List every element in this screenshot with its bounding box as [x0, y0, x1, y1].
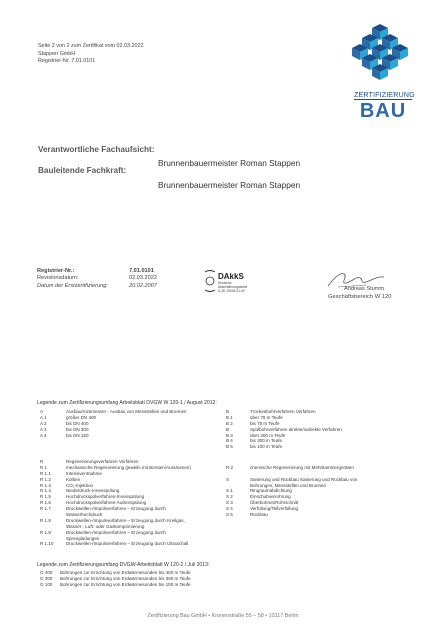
dakks-sub1: Deutsche — [218, 281, 232, 285]
registry-value: 7.01.0101 — [129, 268, 154, 274]
legend-desc: Wasser-, Luft- oder Gaskomprimierung — [66, 523, 145, 529]
first-cert-label: Datum der Erstzertifizierung: — [37, 282, 108, 289]
document-header — [38, 43, 143, 66]
signer-name: Andreas Stumm — [344, 286, 385, 292]
company-name: Stappen GmbH — [38, 50, 76, 57]
legend-code: R 1.6 — [40, 500, 51, 506]
legend-desc: Überbohren/Rohrschnitt — [250, 500, 299, 506]
legend-code: R 1.4 — [40, 488, 51, 494]
legend-desc: Einschubverrohrung — [250, 494, 291, 500]
cube-logo-icon — [352, 22, 414, 92]
legend-desc: Regenerierungsverfahren Verfahren — [66, 459, 139, 464]
legend-code: R 1.9 — [40, 529, 51, 535]
legend-desc: Sanierung und Rückbau Sanierung und Rückbau von — [250, 476, 358, 482]
legend-desc: Hochdruckspülverfahren-Innenspülung — [66, 494, 145, 500]
legend-code: S 1 — [226, 488, 233, 494]
legend-code: G 100 — [40, 581, 53, 587]
legend-code: S 2 — [226, 494, 233, 500]
site-staff-label: Bauleitende Fachkraft: — [38, 166, 127, 175]
legend-code: A — [40, 409, 44, 414]
legend-code: B 3 — [226, 432, 233, 438]
dakks-mark — [203, 268, 263, 302]
legend-row — [226, 444, 426, 450]
legend1-title: Legende zum Zertifizierungsumfang Arbeitsblatt DVGW W 120-1 / August 2012: — [37, 400, 217, 406]
legend-desc: CO₂-Injektion — [66, 482, 94, 488]
legend-desc: Niederdruck-Innenspülung — [66, 488, 120, 494]
legend2-left — [40, 459, 222, 547]
legend1-right — [226, 409, 426, 450]
legend-code: S 3 — [226, 500, 233, 506]
legend-code: R 1.7 — [40, 506, 51, 512]
legend-desc: Ringraumabdichtung — [250, 488, 292, 494]
footer-address: Zertifizierung Bau GmbH • Kronenstraße 55 – 58 • 10117 Berlin — [147, 613, 299, 619]
legend-code: G 400 — [40, 570, 53, 575]
legend-code: B 4 — [226, 438, 233, 444]
legend-desc: Sprengladungen — [66, 535, 100, 541]
dakks-sub3: D-ZE-19004-01-00 — [218, 289, 245, 293]
dakks-sub2: Akkreditierungsstelle — [218, 285, 248, 289]
legend-desc: Trockenbohrverfahren Verfahren — [250, 409, 316, 414]
legend-desc: Intensiventnahme — [66, 470, 102, 476]
legend-desc: Verfüllung/Teilverfüllung — [250, 506, 299, 512]
legend-code: R 1.10 — [40, 541, 54, 547]
legend-code: R 1 — [40, 464, 48, 470]
legend-code: S — [226, 476, 230, 482]
legend-desc: bis 300 m Teufe — [250, 438, 283, 444]
legend-row — [40, 433, 220, 439]
logo-bottom-text: BAU — [359, 100, 407, 122]
dakks-icon — [203, 270, 217, 292]
legend-desc: bis DN 300 — [66, 426, 89, 432]
legend-code: B 2 — [226, 420, 233, 426]
legend-code: R 1.1 — [40, 470, 51, 476]
legend-code: B 5 — [226, 444, 233, 450]
legend-row — [40, 541, 222, 547]
legend-desc: Kolben — [66, 476, 81, 482]
legend-desc: Hochdruckspülverfahren-Außenspülung — [66, 500, 147, 506]
legend-desc: größer DN 400 — [66, 414, 97, 420]
legend-code: R 2 — [226, 464, 234, 470]
legend-code: R — [40, 459, 44, 464]
legend-code: A 1 — [40, 414, 47, 420]
supervision-name: Brunnenbauermeister Roman Stappen — [158, 158, 301, 168]
legend-code: S 5 — [226, 512, 233, 518]
zertifizierung-bau-logo — [352, 22, 414, 130]
logo-top-text: ZERTIFIZIERUNG — [354, 90, 415, 99]
registry-number-header: Registrier-Nr. 7.01.0101 — [38, 58, 96, 64]
legend-code: A 3 — [40, 426, 47, 432]
page-reference: Seite 2 von 2 zum Zertifikat vom 02.03.2022 — [38, 43, 144, 49]
legend-desc: Ausbau/rückmesser - Ausbau von Messstellen und Brunnen — [66, 409, 187, 414]
legend1-left — [40, 409, 220, 438]
revision-label: Revisionsdatum: — [37, 275, 79, 282]
legend-desc: bis DN 150 — [66, 432, 89, 438]
legend-code: R 1.8 — [40, 517, 51, 523]
legend-desc: Rückbau — [250, 512, 268, 518]
legend-code: B — [226, 409, 230, 414]
legend-desc: Bohrungen, Messstellen und Brunnen — [250, 482, 327, 488]
legend3-rows — [40, 570, 300, 588]
legend-desc: chemische Regenerierung mit Mehrkammergeräten — [250, 464, 354, 470]
legend-row — [40, 582, 300, 588]
legend-code: S 4 — [226, 506, 233, 512]
legend3-title: Legende zum Zertifizierungsumfang DVGW-Arbeitsblatt W 120-2 / Juli 2013: — [37, 562, 210, 568]
legend-desc: Druckwellen-/Impulsverfahren – Erzeugung durch Kreilgas, — [66, 517, 185, 523]
legend-desc: Spülbohrverfahren direkte/indirekte Verfahren — [250, 426, 342, 432]
legend-desc: über 300 m Teufe — [250, 432, 286, 438]
legend-code: G 300 — [40, 575, 53, 581]
legend-code: B 1 — [226, 414, 233, 420]
legend-desc: Druckwellen-/Impulsverfahren – Erzeugung durch — [66, 506, 166, 512]
registry-table — [37, 268, 157, 290]
legend-code: A 2 — [40, 420, 47, 426]
legend-desc: mechanische Regenerierung (jeweils mit Bürsten/Ausräumen) — [66, 464, 191, 470]
dakks-name: DAkkS — [218, 272, 244, 281]
legend-desc: über 75 m Teufe — [250, 414, 283, 420]
legend-code: R 1.5 — [40, 494, 51, 500]
revision-value: 02.03.2022 — [129, 275, 157, 282]
signer-role: Geschäftsbereich W 120 — [328, 294, 392, 300]
legend-desc: bis DN 400 — [66, 420, 89, 426]
supervision-label: Verantwortliche Fachaufsicht: — [38, 145, 155, 154]
legend-desc: Wasserhochdruck — [66, 512, 103, 518]
legend-row — [226, 512, 426, 518]
signature-block — [322, 268, 422, 304]
site-staff-name: Brunnenbauermeister Roman Stappen — [158, 180, 301, 190]
legend2-right — [226, 459, 426, 518]
legend-code: B — [226, 426, 230, 432]
legend-code: R 1.3 — [40, 482, 51, 488]
legend-code: A 4 — [40, 432, 47, 438]
legend-code: R 1.2 — [40, 476, 51, 482]
legend-desc: Druckwellen-/Impulsverfahren – Erzeugung durch Ultraschall — [66, 541, 189, 547]
legend-desc: bis 75 m Teufe — [250, 420, 280, 426]
legend-desc: bis 100 m Teufe — [250, 444, 283, 450]
legend-desc: Bohrungen zur Errichtung von Erdwärmesonden bis 400 m Teufe — [60, 570, 191, 575]
registry-label: Registrier-Nr.: — [37, 268, 75, 274]
legend-desc: Bohrungen zur Errichtung von Erdwärmesonden bis 100 m Teufe — [60, 581, 191, 587]
first-cert-value: 20.02.2007 — [129, 282, 157, 289]
legend-desc: Druckwellen-/Impulsverfahren – Erzeugung durch — [66, 529, 166, 535]
legend-desc: Bohrungen zur Errichtung von Erdwärmesonden bis 300 m Teufe — [60, 575, 191, 581]
